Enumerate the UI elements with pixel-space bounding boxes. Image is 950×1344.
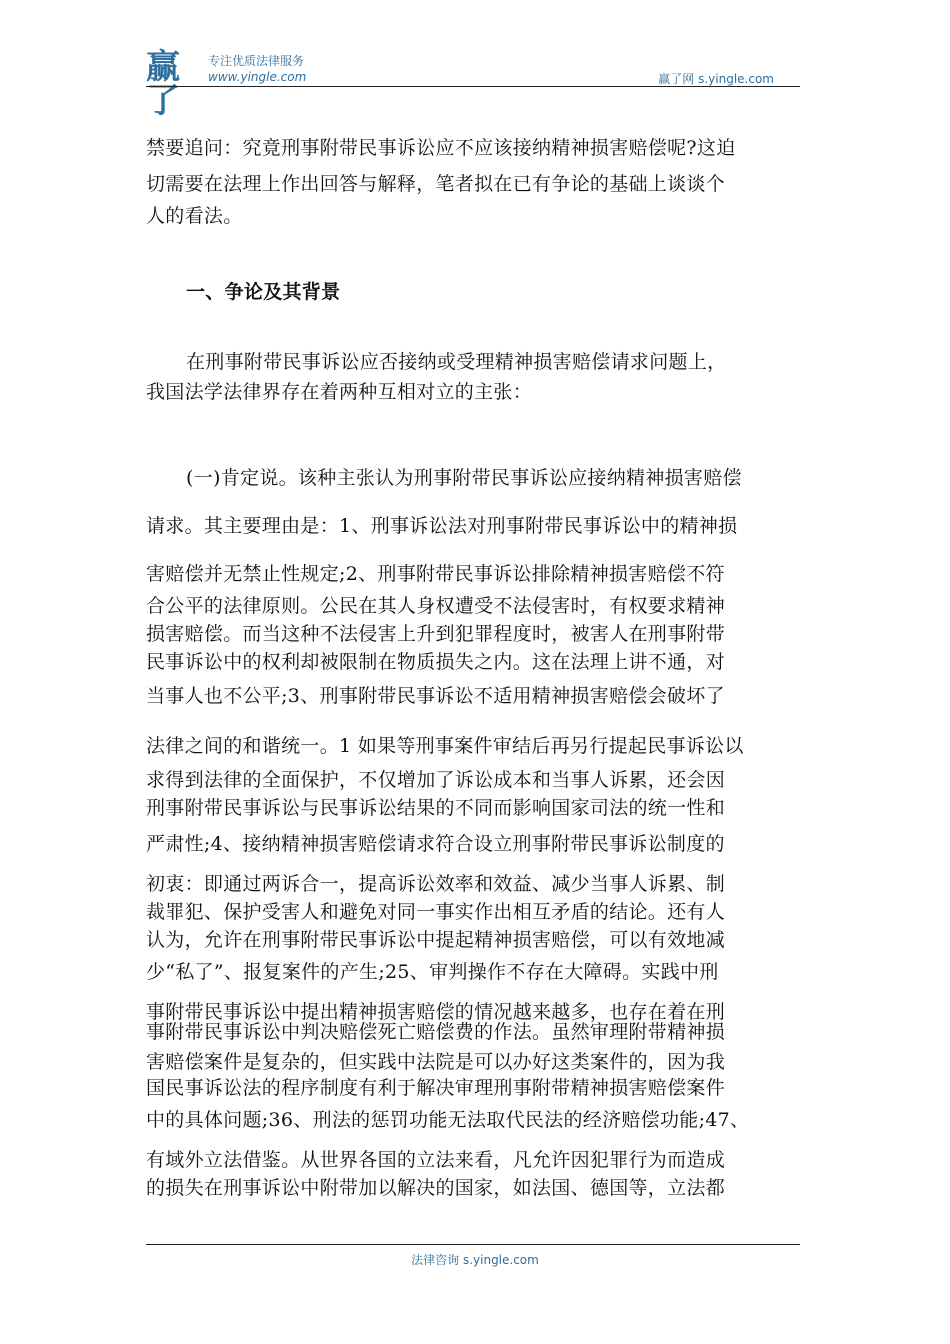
logo-mark: 赢了 <box>146 47 178 121</box>
body-line: 严肃性;4、接纳精神损害赔偿请求符合设立刑事附带民事诉讼制度的 <box>146 833 725 855</box>
body-line: 的损失在刑事诉讼中附带加以解决的国家，如法国、德国等，立法都 <box>146 1177 726 1199</box>
page-header <box>146 47 800 121</box>
body-line: 事附带民事诉讼中提出精神损害赔偿的情况越来越多，也存在着在刑 <box>146 1001 726 1023</box>
body-line: 初衷：即通过两诉合一，提高诉讼效率和效益、减少当事人诉累、制 <box>146 873 726 895</box>
header-divider <box>146 86 800 87</box>
footer-link[interactable]: 法律咨询 s.yingle.com <box>411 1253 539 1267</box>
body-line: 当事人也不公平;3、刑事附带民事诉讼不适用精神损害赔偿会破坏了 <box>146 685 725 707</box>
body-line: 事附带民事诉讼中判决赔偿死亡赔偿费的作法。虽然审理附带精神损 <box>146 1021 726 1043</box>
body-line: 合公平的法律原则。公民在其人身权遭受不法侵害时，有权要求精神 <box>146 595 726 617</box>
body-line: (一)肯定说。该种主张认为刑事附带民事诉讼应接纳精神损害赔偿 <box>186 467 742 489</box>
header-site-link[interactable]: 赢了网 s.yingle.com <box>658 72 774 86</box>
body-line: 法律之间的和谐统一。1 如果等刑事案件审结后再另行提起民事诉讼以 <box>146 735 744 757</box>
body-line: 认为，允许在刑事附带民事诉讼中提起精神损害赔偿，可以有效地减 <box>146 929 726 951</box>
body-line: 国民事诉讼法的程序制度有利于解决审理刑事附带精神损害赔偿案件 <box>146 1077 726 1099</box>
body-line: 禁要追问：究竟刑事附带民事诉讼应不应该接纳精神损害赔偿呢?这迫 <box>146 137 736 159</box>
body-line: 我国法学法律界存在着两种互相对立的主张： <box>146 381 533 403</box>
body-line: 裁罪犯、保护受害人和避免对同一事实作出相互矛盾的结论。还有人 <box>146 901 726 923</box>
body-line: 切需要在法理上作出回答与解释，笔者拟在已有争论的基础上谈谈个 <box>146 173 726 195</box>
body-line: 有域外立法借鉴。从世界各国的立法来看，凡允许因犯罪行为而造成 <box>146 1149 726 1171</box>
body-line: 害赔偿案件是复杂的，但实践中法院是可以办好这类案件的，因为我 <box>146 1051 726 1073</box>
body-line: 请求。其主要理由是：1、刑事诉讼法对刑事附带民事诉讼中的精神损 <box>146 515 738 537</box>
body-line: 少“私了”、报复案件的产生;25、审判操作不存在大障碍。实践中刑 <box>146 961 719 983</box>
body-line: 民事诉讼中的权利却被限制在物质损失之内。这在法理上讲不通，对 <box>146 651 726 673</box>
body-line: 损害赔偿。而当这种不法侵害上升到犯罪程度时，被害人在刑事附带 <box>146 623 726 645</box>
body-line: 害赔偿并无禁止性规定;2、刑事附带民事诉讼排除精神损害赔偿不符 <box>146 563 725 585</box>
body-line: 求得到法律的全面保护，不仅增加了诉讼成本和当事人诉累，还会因 <box>146 769 726 791</box>
section-heading: 一、争论及其背景 <box>186 281 341 303</box>
logo-url: www.yingle.com <box>208 70 307 84</box>
body-line: 人的看法。 <box>146 205 243 227</box>
body-line: 中的具体问题;36、刑法的惩罚功能无法取代民法的经济赔偿功能;47、 <box>146 1109 750 1131</box>
logo-slogan: 专注优质法律服务 <box>208 54 305 68</box>
footer-divider <box>146 1244 800 1245</box>
body-line: 在刑事附带民事诉讼应否接纳或受理精神损害赔偿请求问题上， <box>186 351 727 373</box>
body-line: 刑事附带民事诉讼与民事诉讼结果的不同而影响国家司法的统一性和 <box>146 797 726 819</box>
